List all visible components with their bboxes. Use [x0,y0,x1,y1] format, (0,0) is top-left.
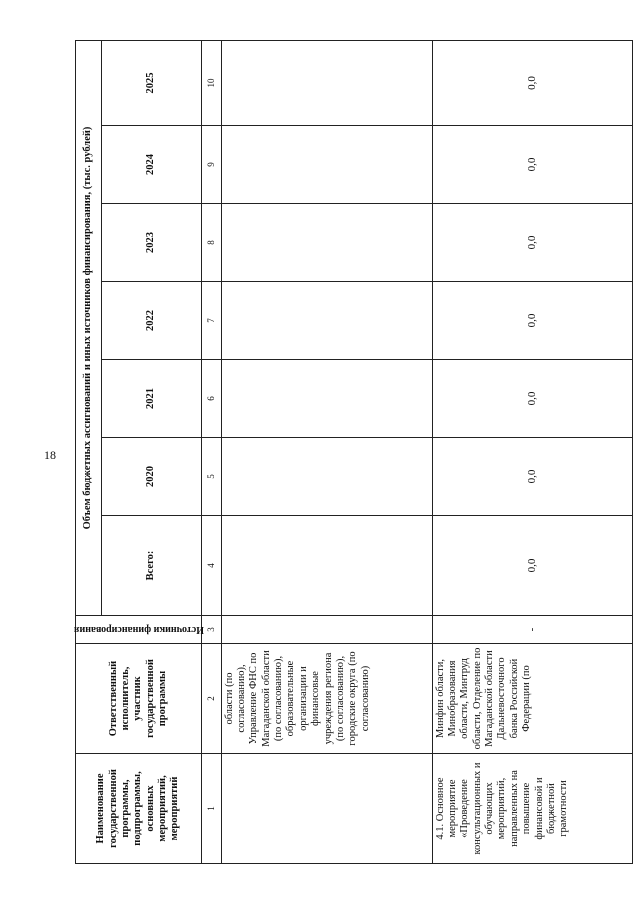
header-year-2021: 2021 [102,360,202,438]
row-funding-source: - [432,616,632,644]
header-year-2024: 2024 [102,126,202,204]
table-row [221,41,432,864]
table-row [432,41,632,864]
row-value-2022: 0,0 [432,282,632,360]
row-program-name: 4.1. Основное мероприятие «Проведение консультационных и обучающих мероприятий, направленных на повышение финансовой и бюджетной грамотности [432,754,632,864]
column-number: 10 [202,41,222,126]
header-year-2022: 2022 [102,282,202,360]
row-value-2024: 0,0 [432,126,632,204]
header-program-name: Наименование государственной программы, подпрограммы, основных мероприятий, мероприятий [76,754,202,864]
row-value-2021: 0,0 [432,360,632,438]
column-number: 6 [202,360,222,438]
header-total: Всего: [102,516,202,616]
row-value-2023 [221,204,432,282]
rotated-table-container [75,41,630,864]
row-value-2020: 0,0 [432,438,632,516]
row-total [221,516,432,616]
row-executor: области (по согласованию), Управление ФНС по Магаданской области (по согласованию), образовательные организации и финансовые учреждения региона (по согласованию), городские округа (по согласованию) [221,644,432,754]
column-number: 2 [202,644,222,754]
page-number: 18 [44,448,56,462]
header-year-2023: 2023 [102,204,202,282]
column-number: 3 [202,616,222,644]
column-number: 5 [202,438,222,516]
row-value-2025 [221,41,432,126]
column-number: 1 [202,754,222,864]
column-number: 9 [202,126,222,204]
row-value-2023: 0,0 [432,204,632,282]
column-number: 8 [202,204,222,282]
row-program-name [221,754,432,864]
financing-table [75,40,633,864]
header-funding-source [73,616,204,644]
row-value-2024 [221,126,432,204]
column-number: 7 [202,282,222,360]
row-value-2020 [221,438,432,516]
header-year-2025: 2025 [102,41,202,126]
row-executor: Минфин области, Минобразования области, Минтруд области, Отделение по Магаданской области Дальневосточного банка Российской Федерации (по [432,644,632,754]
column-number: 4 [202,516,222,616]
row-funding-source [221,616,432,644]
row-value-2025: 0,0 [432,41,632,126]
row-total: 0,0 [432,516,632,616]
header-executor: Ответственный исполнитель, участник государственной программы [76,644,202,754]
header-financing-group: Объем бюджетных ассигнований и иных источников финансирования, (тыс. рублей) [76,41,102,616]
header-funding-source-label: Источники финансирования [73,624,204,636]
header-year-2020: 2020 [102,438,202,516]
row-value-2021 [221,360,432,438]
row-value-2022 [221,282,432,360]
